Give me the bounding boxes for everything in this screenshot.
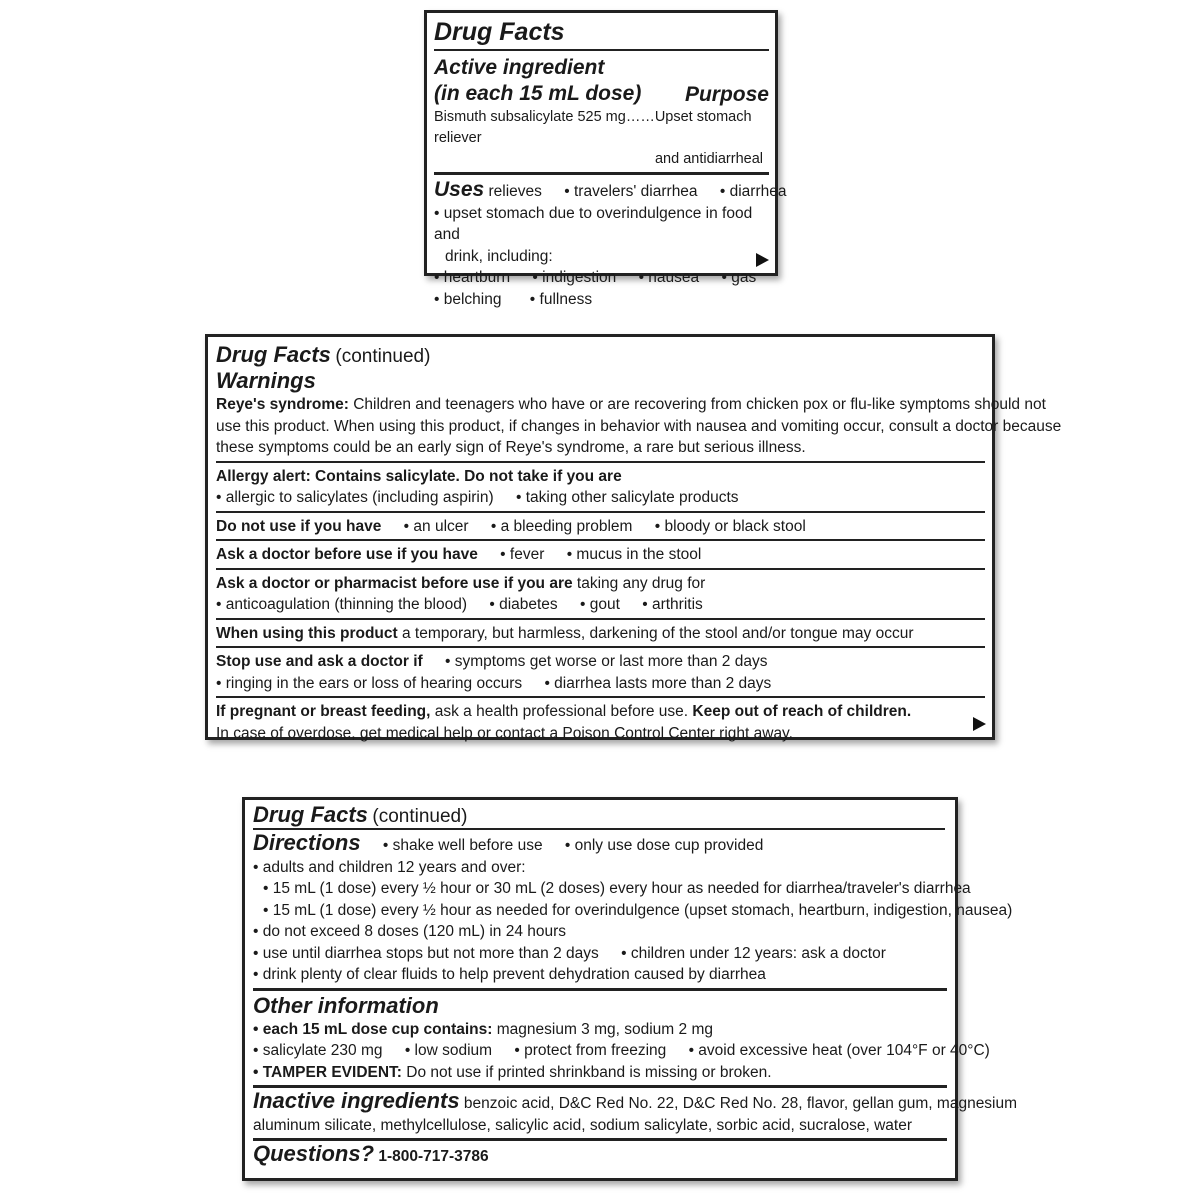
reye-heading: Reye's syndrome: bbox=[216, 396, 349, 413]
ask-pharmacist-item: • anticoagulation (thinning the blood) bbox=[216, 596, 468, 613]
drug-facts-panel-1 bbox=[424, 10, 787, 308]
other-info-item: • salicylate 230 mg bbox=[253, 1042, 383, 1059]
panel-title: Drug Facts bbox=[253, 802, 368, 827]
ask-doctor-section bbox=[216, 541, 985, 570]
when-using-section bbox=[216, 620, 985, 649]
ask-pharmacist-item: • arthritis bbox=[642, 596, 703, 613]
uses-sub-item: • belching bbox=[434, 290, 502, 308]
allergy-heading: Allergy alert: Contains salicylate. Do not take if you are bbox=[216, 467, 622, 485]
uses-sub-item: • indigestion bbox=[532, 269, 617, 286]
do-not-use-item: • bloody or black stool bbox=[654, 517, 806, 535]
ingredient-line: Bismuth subsalicylate 525 mg……Upset stomach reliever bbox=[434, 109, 752, 146]
directions-item: • only use dose cup provided bbox=[564, 837, 764, 854]
ask-pharmacist-item: • gout bbox=[580, 596, 620, 613]
ask-doctor-heading: Ask a doctor before use if you have bbox=[216, 546, 478, 563]
uses-section bbox=[434, 175, 787, 310]
continue-arrow-icon bbox=[756, 253, 769, 267]
ask-pharmacist-heading: Ask a doctor or pharmacist before use if you are bbox=[216, 574, 573, 592]
when-using-heading: When using this product bbox=[216, 624, 398, 642]
other-information-section bbox=[253, 991, 990, 1089]
tamper-evident-label: • TAMPER EVIDENT: bbox=[253, 1063, 402, 1081]
drug-facts-panel-3 bbox=[242, 797, 1018, 1181]
ask-pharmacist-section bbox=[216, 570, 985, 620]
do-not-use-section bbox=[216, 513, 985, 542]
warnings-heading: Warnings bbox=[216, 368, 316, 393]
allergy-section bbox=[216, 463, 985, 513]
other-info-item: • protect from freezing bbox=[514, 1042, 667, 1059]
stop-use-item: • diarrhea lasts more than 2 days bbox=[544, 674, 772, 692]
ask-pharmacist-text: taking any drug for bbox=[572, 574, 706, 592]
inactive-ingredients-heading: Inactive ingredients bbox=[253, 1088, 460, 1113]
warnings-section bbox=[216, 368, 1062, 463]
uses-intro: relieves bbox=[488, 183, 542, 200]
do-not-use-item: • a bleeding problem bbox=[490, 517, 633, 535]
when-using-text: a temporary, but harmless, darkening of the stool and/or tongue may occur bbox=[397, 624, 914, 642]
do-not-use-heading: Do not use if you have bbox=[216, 517, 382, 535]
uses-sub-item: • fullness bbox=[529, 290, 593, 308]
other-information-heading: Other information bbox=[253, 992, 439, 1018]
inactive-ingredients-text: benzoic acid, D&C Red No. 22, D&C Red No. 28, flavor, gellan gum, magnesium bbox=[459, 1095, 1018, 1112]
inactive-ingredients-section bbox=[253, 1088, 1018, 1141]
ask-doctor-item: • fever bbox=[500, 546, 545, 563]
keep-out-of-reach: Keep out of reach of children. bbox=[692, 703, 912, 720]
pregnancy-text: ask a health professional before use. bbox=[430, 703, 693, 720]
uses-sub-item: • heartburn bbox=[434, 269, 511, 286]
other-info-item: magnesium 3 mg, sodium 2 mg bbox=[492, 1020, 713, 1038]
directions-item: • do not exceed 8 doses (120 mL) in 24 hours bbox=[253, 923, 567, 940]
panel-title-suffix: (continued) bbox=[372, 806, 468, 827]
questions-heading: Questions? bbox=[253, 1141, 375, 1166]
inactive-ingredients-text: aluminum silicate, methylcellulose, salicylic acid, sodium salicylate, sorbic acid, sucralose, water bbox=[253, 1116, 912, 1134]
uses-item: • travelers' diarrhea bbox=[564, 183, 698, 200]
active-ingredient-heading: Active ingredient bbox=[434, 56, 605, 79]
ask-pharmacist-item: • diabetes bbox=[489, 596, 558, 613]
directions-section bbox=[253, 830, 1013, 991]
reye-text: these symptoms could be an early sign of Reye's syndrome, a rare but serious illness. bbox=[216, 439, 806, 456]
questions-section bbox=[253, 1141, 947, 1170]
directions-sub-item: • 15 mL (1 dose) every ½ hour as needed for overindulgence (upset stomach, heartburn, indigestion, nausea) bbox=[263, 901, 1013, 919]
other-info-item-bold: • each 15 mL dose cup contains: bbox=[253, 1020, 493, 1038]
panel-title: Drug Facts bbox=[434, 15, 769, 51]
tamper-evident-text: Do not use if printed shrinkband is missing or broken. bbox=[401, 1063, 772, 1081]
directions-item: • adults and children 12 years and over: bbox=[253, 858, 526, 876]
directions-item: • shake well before use bbox=[382, 837, 543, 854]
stop-use-heading: Stop use and ask a doctor if bbox=[216, 653, 423, 670]
stop-use-item: • symptoms get worse or last more than 2 days bbox=[445, 653, 768, 670]
stop-use-item: • ringing in the ears or loss of hearing occurs bbox=[216, 674, 523, 692]
ask-doctor-item: • mucus in the stool bbox=[566, 546, 702, 563]
reye-text: use this product. When using this product, if changes in behavior with nausea and vomiting occur, consult a doctor because bbox=[216, 417, 1062, 435]
panel-title: Drug Facts bbox=[216, 342, 331, 367]
allergy-item: • taking other salicylate products bbox=[515, 489, 739, 506]
pregnancy-heading: If pregnant or breast feeding, bbox=[216, 703, 431, 720]
ingredient-purpose-cont: and antidiarrheal bbox=[654, 151, 763, 167]
active-ingredient-section bbox=[434, 55, 769, 175]
directions-sub-item: • 15 mL (1 dose) every ½ hour or 30 mL (2 doses) every hour as needed for diarrhea/traveler's diarrhea bbox=[263, 880, 971, 897]
pregnancy-section bbox=[216, 698, 985, 746]
purpose-heading: Purpose bbox=[684, 83, 769, 106]
overdose-text: In case of overdose, get medical help or contact a Poison Control Center right away. bbox=[216, 724, 793, 742]
allergy-item: • allergic to salicylates (including aspirin) bbox=[216, 489, 494, 506]
uses-item: • upset stomach due to overindulgence in food and bbox=[434, 204, 753, 243]
directions-heading: Directions bbox=[253, 830, 361, 855]
phone-number: 1-800-717-3786 bbox=[374, 1148, 489, 1165]
other-info-item: • low sodium bbox=[404, 1042, 493, 1059]
directions-item: • children under 12 years: ask a doctor bbox=[621, 944, 886, 962]
uses-sub-item: • gas bbox=[721, 269, 757, 286]
do-not-use-item: • an ulcer bbox=[403, 517, 469, 535]
uses-item-cont: drink, including: bbox=[445, 247, 553, 265]
uses-item: • diarrhea bbox=[719, 183, 787, 200]
active-ingredient-dose: (in each 15 mL dose) bbox=[434, 82, 642, 105]
directions-item: • use until diarrhea stops but not more than 2 days bbox=[253, 944, 599, 962]
uses-sub-item: • nausea bbox=[638, 269, 700, 286]
drug-facts-panel-2 bbox=[205, 334, 1062, 742]
directions-item: • drink plenty of clear fluids to help prevent dehydration caused by diarrhea bbox=[253, 966, 766, 983]
uses-heading: Uses bbox=[434, 178, 485, 201]
panel-title-suffix: (continued) bbox=[335, 346, 431, 367]
stop-use-section bbox=[216, 648, 985, 698]
reye-text: Children and teenagers who have or are recovering from chicken pox or flu-like symptoms should not bbox=[348, 396, 1046, 413]
other-info-item: • avoid excessive heat (over 104°F or 40°C) bbox=[688, 1042, 990, 1059]
continue-arrow-icon bbox=[973, 717, 986, 731]
